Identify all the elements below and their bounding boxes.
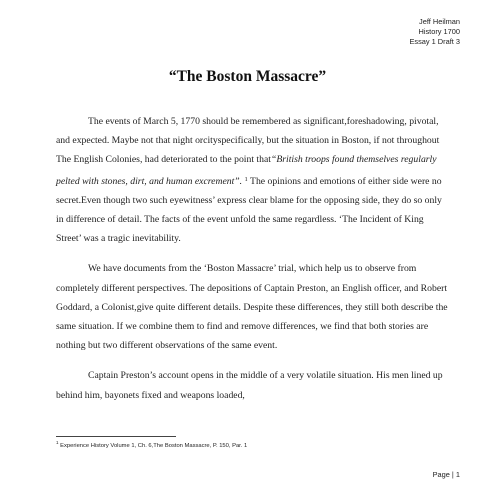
essay-body xyxy=(56,112,450,405)
footnote-text: Experience History Volume 1, Ch. 6,The Boston Massacre, P. 150, Par. 1 xyxy=(60,442,248,449)
paragraph-1-continued: The opinions and emotions of either side were no secret.Even though two such eyewitness’ express clear blame for the opposing side, they do so only in difference of detail. The facts of the event unfold the same regardless. ‘The Incident of King Street’ was a tragic inevitability. xyxy=(56,175,442,245)
author-name: Jeff Heilman xyxy=(419,17,460,26)
footnote-marker: 1 xyxy=(56,440,59,445)
footnote-separator xyxy=(56,436,176,437)
footnote xyxy=(56,440,247,449)
header-block xyxy=(409,17,460,47)
paragraph-2 xyxy=(56,259,450,355)
paragraph-3-text: Captain Preston’s account opens in the middle of a very volatile situation. His men lined up behind him, bayonets fixed and weapons loaded, xyxy=(56,370,443,401)
paragraph-1-text: The events of March 5, 1770 should be remembered as significant,foreshadowing, pivotal, and expected. Maybe not that night orcityspecifically, but the situation in Boston, if not throughout The English Colonies, had deteriorated to the point that xyxy=(56,116,440,166)
paragraph-2-text: We have documents from the ‘Boston Massacre’ trial, which help us to observe from completely different perspectives. The depositions of Captain Preston, an English officer, and Robert Goddard, a Colonist,give quite different details. Despite these differences, they still both describe the same situation. If we combine them to find and remove differences, we find that both stories are nothing but two different observations of the same event. xyxy=(56,263,448,352)
paragraph-1 xyxy=(56,112,450,248)
footnote-reference: 1 xyxy=(244,175,248,183)
page-number: Page | 1 xyxy=(432,470,460,479)
assignment-label: Essay 1 Draft 3 xyxy=(409,37,460,46)
quotation: “British troops found themselves regularly pelted with stones, dirt, and human excrement”. xyxy=(56,154,437,187)
paragraph-3 xyxy=(56,366,450,404)
course-name: History 1700 xyxy=(418,27,460,36)
essay-title: “The Boston Massacre” xyxy=(168,68,327,85)
